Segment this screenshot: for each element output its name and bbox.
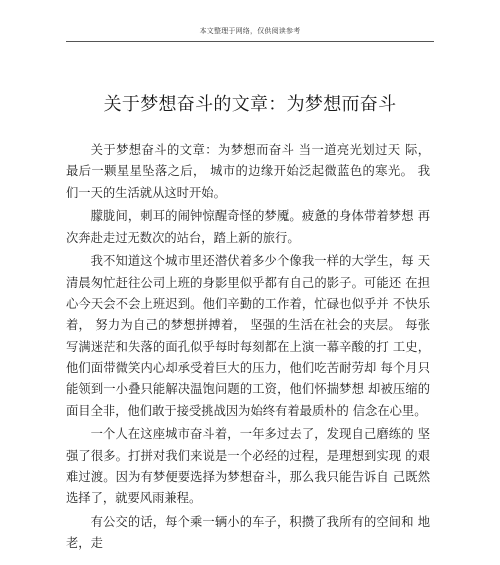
paragraph: 一个人在这座城市奋斗着，一年多过去了，发现自己磨练的 坚强了很多。打拼对我们来说是一个必经的过程，是理想到实现 的艰难过渡。因为有梦便要选择为梦想奋斗，那么我只能告诉自 己既然选择了，就要风雨兼程。 bbox=[66, 427, 430, 506]
header-note: 本文整理于网络，仅供阅读参考 bbox=[199, 27, 301, 35]
header-divider bbox=[66, 41, 434, 42]
paragraph: 我不知道这个城市里还潜伏着多少个像我一样的大学生，每 天清晨匆忙赶往公司上班的身影里似乎都有自己的影子。可能还 在担心今天会不会上班迟到。他们辛勤的工作着，忙碌也似乎并 不快乐着， 努力为自己的梦想拼搏着， 坚强的生活在社会的夹层。 每张写满迷茫和失落的面孔似乎每时每刻都在上演一幕辛酸的打 工史，他们面带微笑内心却承受着巨大的压力，他们吃苦耐劳却 每个月只能领到一小叠只能解决温饱问题的工资，他们怀揣梦想 却被压缩的面目全非，他们敢于接受挑战因为始终有着最质朴的 信念在心里。 bbox=[66, 254, 430, 418]
paragraph: 有公交的话，每个乘一辆小的车子，积攒了我所有的空间和 地老，走 bbox=[66, 515, 430, 551]
article-title: 关于梦想奋斗的文章：为梦想而奋斗 bbox=[103, 94, 397, 116]
paragraph: 关于梦想奋斗的文章：为梦想而奋斗 当一道亮光划过天 际，最后一颗星星坠落之后， 城市的边缘开始泛起微蓝色的寒光。 我们一天的生活就从这时开始。 bbox=[66, 143, 430, 200]
article-body bbox=[66, 140, 430, 557]
paragraph: 朦胧间，刺耳的闹钟惊醒奇怪的梦魇。疲惫的身体带着梦想 再次奔赴走过无数次的站台，踏上新的旅行。 bbox=[66, 209, 430, 245]
